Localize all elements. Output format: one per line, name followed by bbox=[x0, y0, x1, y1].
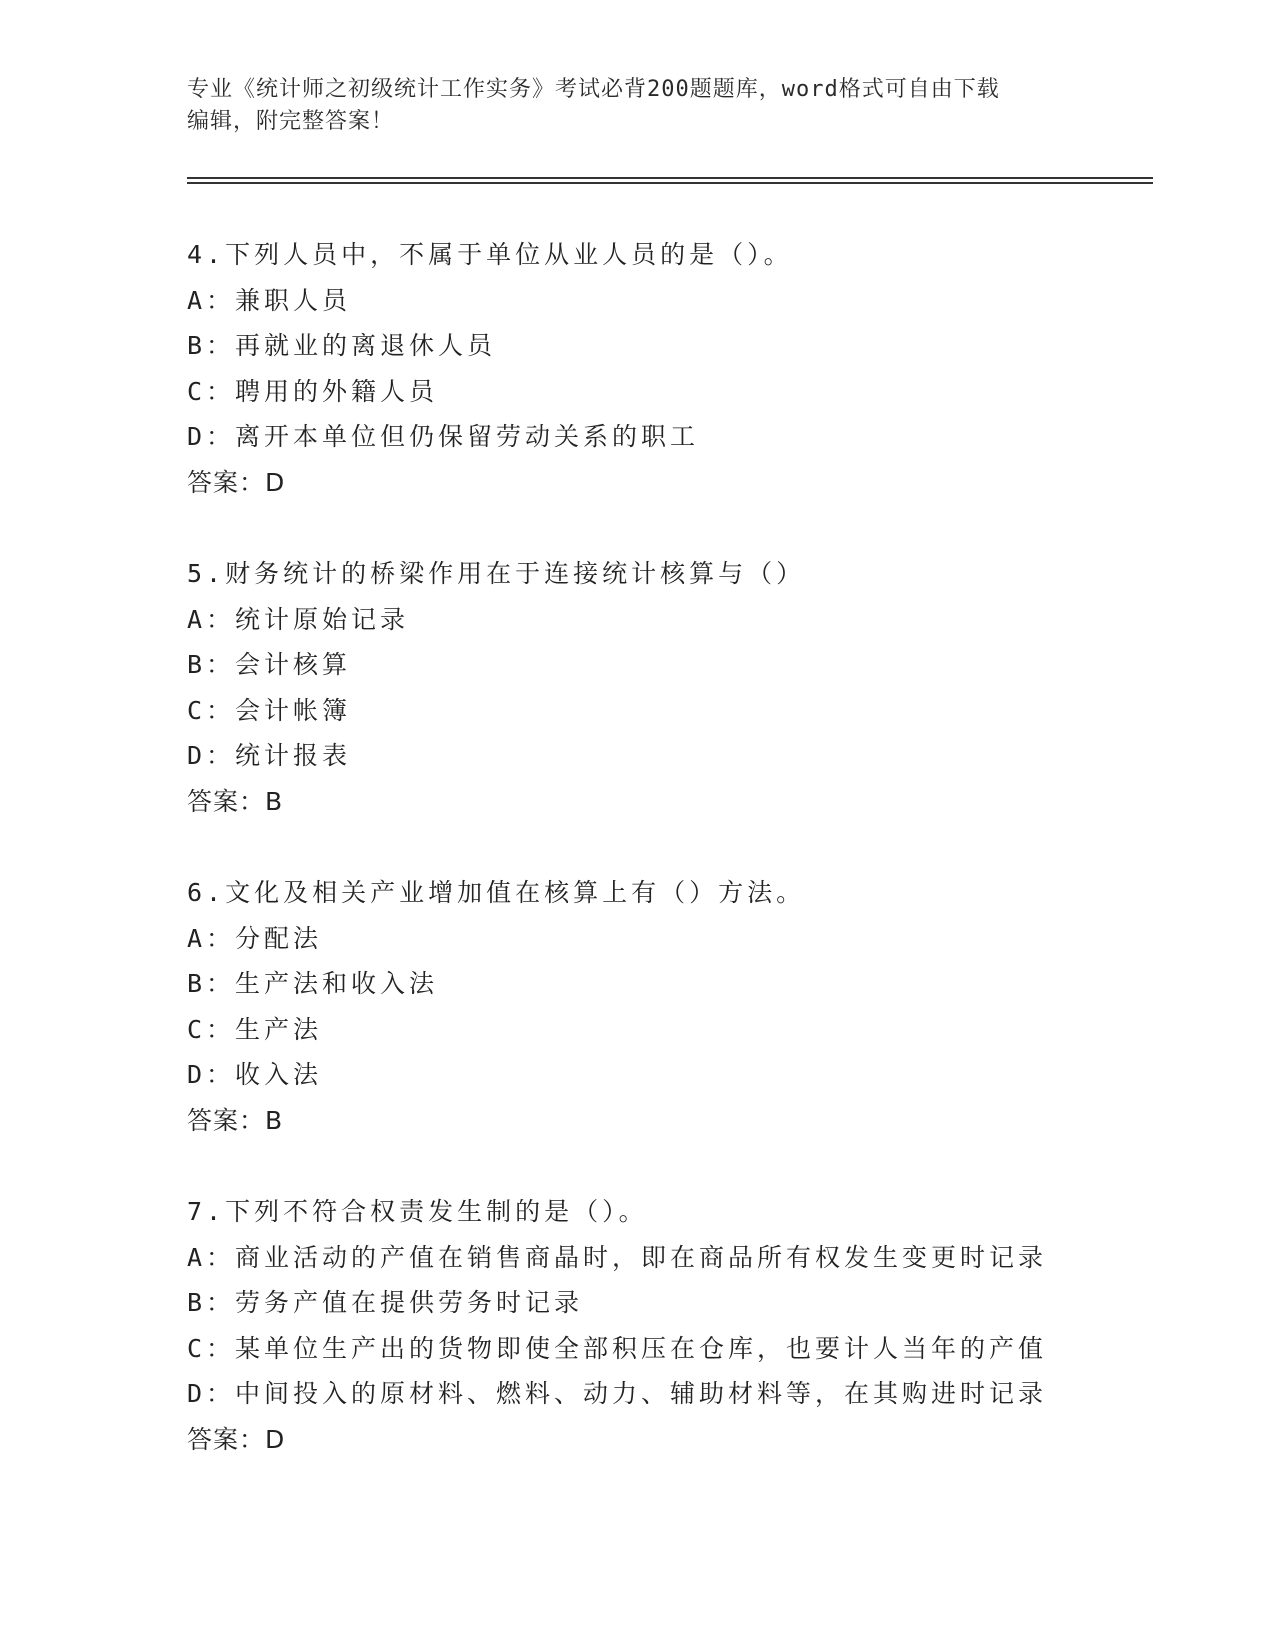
question-stem: 5.财务统计的桥梁作用在于连接统计核算与（） bbox=[187, 559, 806, 588]
option-d: D：收入法 bbox=[187, 1060, 323, 1089]
question-7 bbox=[187, 1189, 1147, 1462]
option-a: A：兼职人员 bbox=[187, 285, 352, 315]
option-b: B：会计核算 bbox=[187, 650, 352, 679]
header-divider-top bbox=[187, 177, 1153, 179]
option-c: C：聘用的外籍人员 bbox=[187, 376, 439, 406]
question-stem: 6.文化及相关产业增加值在核算上有（）方法。 bbox=[187, 878, 806, 907]
question-4 bbox=[187, 232, 1147, 505]
option-a: A：分配法 bbox=[187, 923, 323, 953]
option-d: D：离开本单位但仍保留劳动关系的职工 bbox=[187, 422, 700, 451]
question-stem: 4.下列人员中，不属于单位从业人员的是（）。 bbox=[187, 240, 793, 269]
option-c: C：会计帐簿 bbox=[187, 695, 352, 725]
header-line-1: 专业《统计师之初级统计工作实务》考试必背200题题库，word格式可自由下载 bbox=[187, 77, 1000, 102]
document-header bbox=[187, 74, 1087, 138]
question-stem: 7.下列不符合权责发生制的是（）。 bbox=[187, 1197, 648, 1226]
answer: 答案：D bbox=[187, 1424, 286, 1454]
answer: 答案：B bbox=[187, 1105, 284, 1135]
option-d: D：中间投入的原材料、燃料、动力、辅助材料等，在其购进时记录 bbox=[187, 1379, 1048, 1408]
option-a: A：统计原始记录 bbox=[187, 604, 410, 634]
option-c: C：某单位生产出的货物即使全部积压在仓库，也要计人当年的产值 bbox=[187, 1333, 1048, 1363]
question-6 bbox=[187, 870, 1147, 1143]
option-c: C：生产法 bbox=[187, 1014, 323, 1044]
option-b: B：生产法和收入法 bbox=[187, 969, 439, 998]
option-b: B：劳务产值在提供劳务时记录 bbox=[187, 1288, 584, 1317]
option-d: D：统计报表 bbox=[187, 741, 352, 770]
header-line-2: 编辑，附完整答案！ bbox=[187, 109, 395, 134]
option-a: A：商业活动的产值在销售商晶时，即在商品所有权发生变更时记录 bbox=[187, 1242, 1048, 1272]
header-divider-bottom bbox=[187, 182, 1153, 184]
answer: 答案：D bbox=[187, 467, 286, 497]
answer: 答案：B bbox=[187, 786, 284, 816]
option-b: B：再就业的离退休人员 bbox=[187, 331, 497, 360]
question-5 bbox=[187, 551, 1147, 824]
